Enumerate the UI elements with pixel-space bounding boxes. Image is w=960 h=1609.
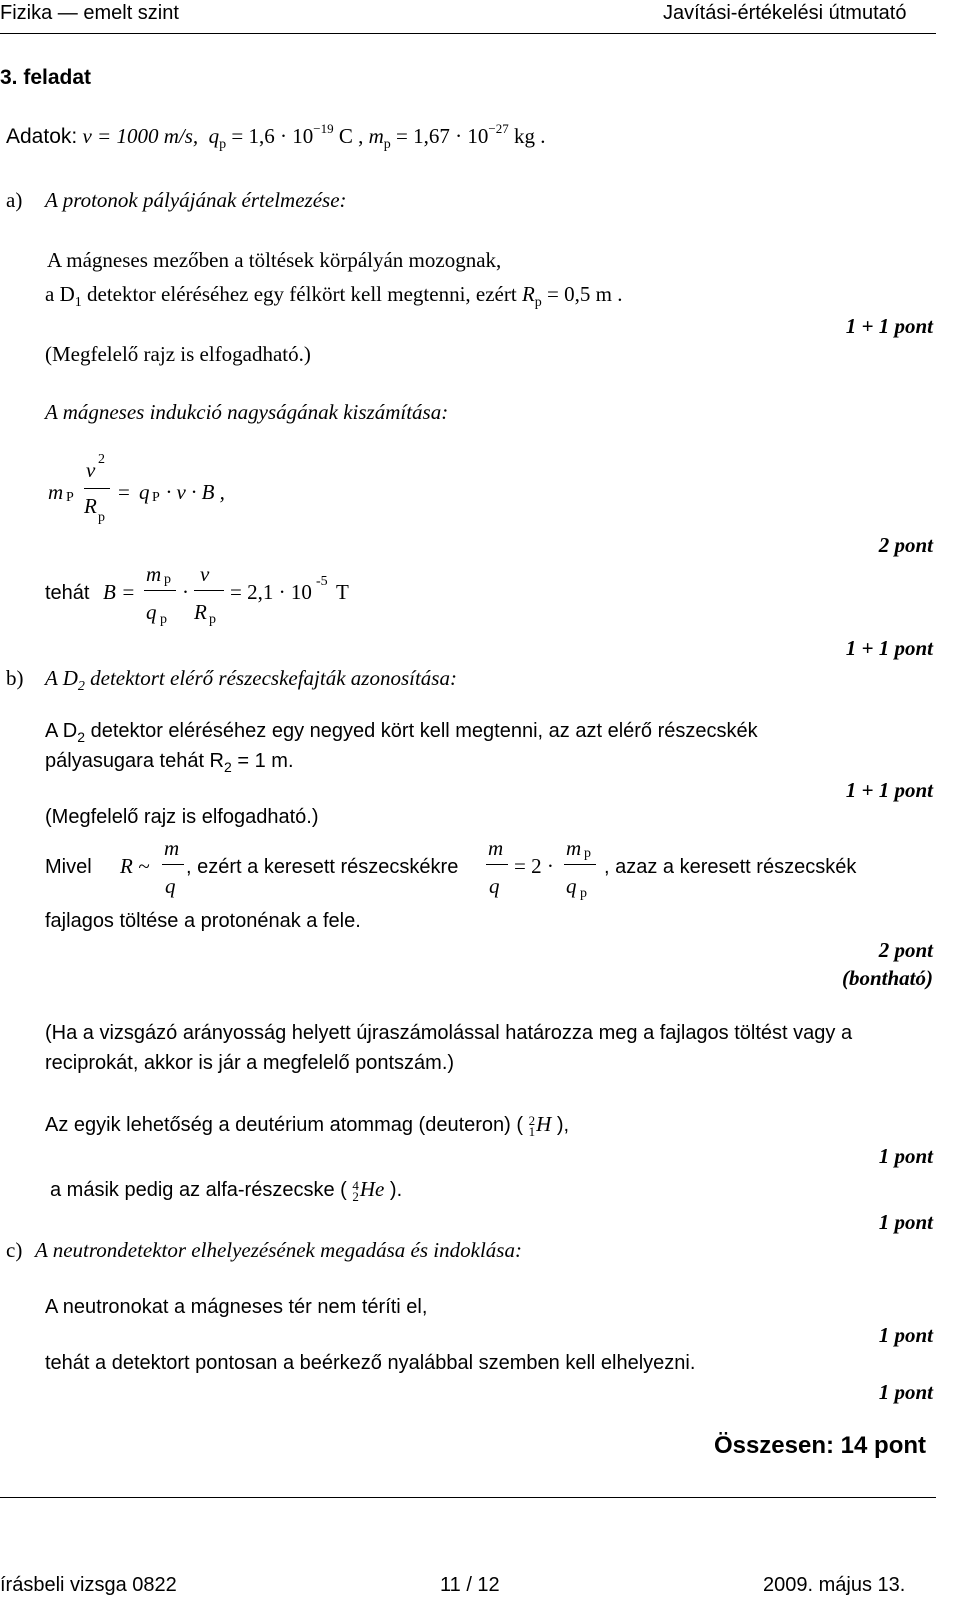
part-c-title: A neutrondetektor elhelyezésének megadása és indoklása:	[35, 1238, 522, 1262]
part-b-score-2b: (bontható)	[841, 966, 933, 990]
eq1-q-sub: P	[152, 490, 160, 505]
part-b-line2-post: = 1 m.	[231, 750, 294, 772]
frac3-num: m	[566, 836, 582, 860]
part-b-note: (Megfelelő rajz is elfogadható.)	[45, 806, 319, 828]
part-b-line1-sub: 2	[77, 729, 86, 745]
part-b-score-2: 2 pont	[878, 938, 933, 962]
header-left: Fizika — emelt szint	[0, 2, 179, 24]
r-proportional: R ~	[120, 854, 150, 878]
part-c-score-1: 1 pont	[878, 1323, 933, 1347]
eq2-dot: ·	[182, 580, 189, 604]
frac1-den: q	[165, 874, 176, 898]
frac1-num: m	[164, 836, 180, 860]
remark-line2: reciprokát, akkor is jár a megfelelő pontszám.)	[45, 1052, 455, 1074]
eq1-num: v	[86, 458, 96, 482]
frac3-bar	[564, 864, 596, 865]
part-b-line2-sub: 2	[224, 759, 232, 775]
rp-value: = 0,5 m .	[547, 282, 623, 306]
part-b-title-sub: 2	[77, 679, 85, 694]
given-q-symbol: q	[208, 124, 220, 148]
part-a-marker: a)	[6, 188, 23, 212]
part-b-title-post: detektort elérő részecskefajták azonosítása:	[84, 666, 457, 690]
eq2-fraction-bar-2	[194, 590, 224, 591]
part-c-score-2: 1 pont	[878, 1380, 933, 1404]
given-data	[6, 121, 546, 152]
rp-symbol: R	[521, 282, 535, 306]
part-a-line1: A mágneses mezőben a töltések körpályán mozognak,	[47, 248, 502, 272]
eq2-exp: -5	[316, 574, 328, 589]
eq2-den2-sub: p	[209, 612, 216, 627]
frac3-den: q	[566, 874, 577, 898]
deuteron-atomic-number: 1	[528, 1123, 536, 1139]
eq1-num-sup: 2	[98, 452, 105, 467]
deuteron-post: ),	[551, 1114, 570, 1136]
part-b-line1-pre: A D	[45, 720, 78, 742]
part-c-marker: c)	[6, 1238, 23, 1262]
remark-line1: (Ha a vizsgázó arányosság helyett újraszámolással határozza meg a fajlagos töltést vagy a	[45, 1022, 853, 1044]
part-a-note: (Megfelelő rajz is elfogadható.)	[45, 342, 311, 366]
part-b-title-pre: A D	[45, 666, 78, 690]
footer-rule	[0, 1497, 936, 1498]
given-m-value: = 1,67 · 10	[396, 124, 489, 148]
part-b-line2	[45, 750, 294, 773]
eq2-num2: v	[200, 562, 210, 586]
part-a-line2	[45, 282, 623, 310]
end-text: , azaz a keresett részecskék	[604, 856, 857, 878]
frac2-num: m	[488, 836, 504, 860]
total-score: Összesen: 14 pont	[713, 1432, 926, 1459]
eq2-result: = 2,1 · 10	[230, 580, 312, 604]
given-m-unit: kg .	[513, 124, 546, 148]
frac1-bar	[162, 864, 184, 865]
part-a-line2-sub: 1	[74, 295, 82, 310]
eq1-equals: =	[118, 480, 130, 504]
mid-text: , ezért a keresett részecskékre	[186, 856, 459, 878]
part-a-score-2: 2 pont	[878, 533, 933, 557]
frac2-den: q	[489, 874, 500, 898]
eq2-den1-sub: p	[160, 612, 167, 627]
given-m-sub: p	[383, 137, 391, 152]
given-q-unit: C ,	[338, 124, 364, 148]
eq1-den-sub: p	[98, 510, 105, 525]
footer-left: írásbeli vizsga 0822	[0, 1574, 177, 1596]
part-b-score-1: 1 + 1 pont	[845, 778, 933, 802]
task-title: 3. feladat	[0, 66, 92, 89]
eq2-num1-sub: p	[164, 572, 171, 587]
part-a-subtitle: A mágneses indukció nagyságának kiszámítása:	[45, 400, 449, 424]
deuteron-line	[45, 1112, 569, 1137]
eq2-b: B =	[103, 580, 136, 604]
part-c-line2: tehát a detektort pontosan a beérkező nyalábbal szemben kell elhelyezni.	[45, 1352, 696, 1374]
given-label: Adatok:	[6, 125, 78, 148]
footer-center: 11 / 12	[440, 1574, 500, 1596]
header-rule	[0, 33, 936, 34]
eq1-m: m	[48, 480, 64, 504]
alpha-line	[50, 1177, 402, 1202]
given-m-exp: −27	[488, 121, 509, 136]
alpha-symbol: He	[359, 1177, 385, 1201]
deuteron-pre: Az egyik lehetőség a deutérium atommag (deuteron) (	[45, 1114, 524, 1136]
alpha-pre: a másik pedig az alfa-részecske (	[50, 1179, 347, 1201]
part-a-score-3: 1 + 1 pont	[845, 636, 933, 660]
part-c-line1: A neutronokat a mágneses tér nem téríti el,	[45, 1296, 428, 1318]
footer-right: 2009. május 13.	[763, 1574, 906, 1596]
part-b-line1-post: detektor eléréséhez egy negyed kört kell megtenni, az azt elérő részecskék	[85, 720, 758, 742]
eq2-fraction-bar-1	[144, 590, 176, 591]
eq1-q: q	[139, 480, 150, 504]
alpha-atomic-number: 2	[352, 1188, 359, 1204]
part-a-line2-post: detektor eléréséhez egy félkört kell megtenni, ezért	[81, 282, 517, 306]
eq1-den: R	[84, 494, 97, 518]
eq1-rest: · v · B ,	[166, 480, 225, 504]
given-q-value: = 1,6 · 10	[231, 124, 314, 148]
frac3-num-sub: p	[584, 846, 591, 861]
frac2-bar	[486, 864, 508, 865]
alpha-mass-number: 4	[352, 1177, 359, 1193]
eq2-den1: q	[146, 600, 157, 624]
deuteron-mass-number: 2	[528, 1112, 536, 1128]
part-b-line2-pre: pályasugara tehát R	[45, 750, 225, 772]
frac3-den-sub: p	[580, 886, 587, 901]
part-a-line2-pre: a D	[45, 282, 75, 306]
header-right: Javítási-értékelési útmutató	[663, 2, 907, 24]
given-q-exp: −19	[313, 121, 334, 136]
given-q-sub: p	[219, 137, 227, 152]
part-a-score-1: 1 + 1 pont	[845, 314, 933, 338]
alpha-post: ).	[384, 1179, 403, 1201]
eq1-m-sub: P	[66, 490, 74, 505]
given-m-symbol: m	[368, 124, 384, 148]
part-a-title: A protonok pályájának értelmezése:	[45, 188, 347, 212]
deuteron-symbol: H	[536, 1112, 552, 1136]
rp-sub: p	[534, 295, 542, 310]
equals-two: = 2 ·	[514, 854, 554, 878]
part-b-line3: fajlagos töltése a protonénak a fele.	[45, 910, 361, 932]
eq2-unit: T	[336, 580, 349, 604]
given-v: v = 1000 m/s,	[82, 124, 199, 148]
part-b-score-3: 1 pont	[878, 1144, 933, 1168]
part-b-title	[45, 666, 457, 694]
part-b-score-4: 1 pont	[878, 1210, 933, 1234]
eq2-tehat: tehát	[45, 582, 90, 604]
eq1-fraction-bar	[84, 488, 110, 489]
part-b-line1	[45, 720, 758, 743]
part-b-marker: b)	[6, 666, 24, 690]
mivel-text: Mivel	[45, 856, 92, 878]
eq2-num1: m	[146, 562, 162, 586]
eq2-den2: R	[194, 600, 207, 624]
